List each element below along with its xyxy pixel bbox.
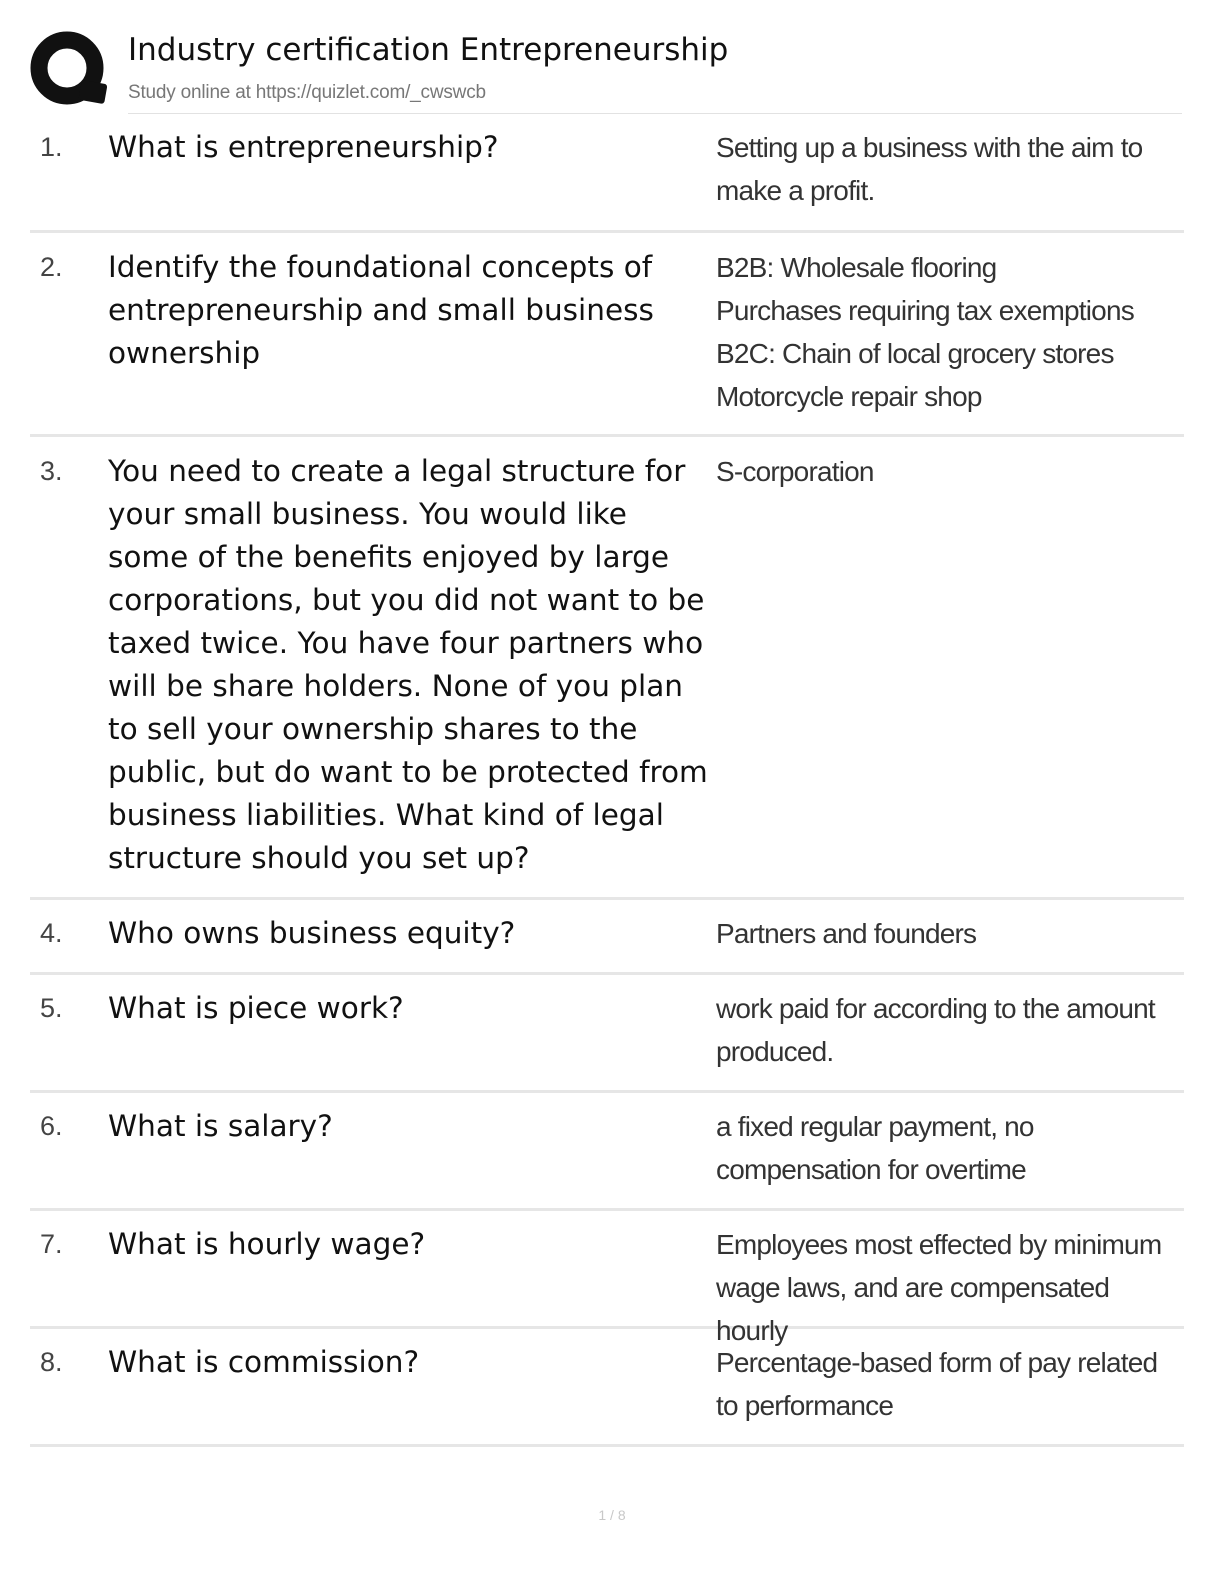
flashcard-list [30,114,1184,1447]
card-definition: work paid for according to the amount produced. [716,993,1155,1067]
card-term: What is entrepreneurship? [108,130,499,164]
flashcard-row [30,114,1184,233]
definition-line: Motorcycle repair shop [716,381,982,412]
page-number: 1 / 8 [598,1507,626,1523]
flashcard-row [30,975,1184,1093]
definition-line: Purchases requiring tax exemptions [716,295,1134,326]
card-term: Identify the foundational concepts of entrepreneurship and small business ownership [108,250,654,370]
card-number: 6. [40,1111,63,1141]
definition-line: B2C: Chain of local grocery stores [716,338,1114,369]
study-online-link[interactable]: Study online at https://quizlet.com/_cwswcb [128,82,486,103]
card-number: 3. [40,456,63,486]
card-definition: Employees most effected by minimum wage laws, and are compensated hourly [716,1229,1162,1346]
flashcard-row [30,1329,1184,1447]
card-number: 8. [40,1347,63,1377]
flashcard-row [30,1211,1184,1346]
card-definition: a fixed regular payment, no compensation for overtime [716,1111,1034,1185]
card-term: Who owns business equity? [108,916,516,950]
card-definition: S-corporation [716,456,874,487]
flashcard-row [30,900,1184,975]
card-number: 5. [40,993,63,1023]
card-definition: Setting up a business with the aim to make a profit. [716,132,1143,206]
flashcard-row [30,233,1184,437]
card-definition: Percentage-based form of pay related to performance [716,1347,1158,1421]
card-term: What is salary? [108,1109,333,1143]
card-number: 7. [40,1229,63,1259]
definition-line: B2B: Wholesale flooring [716,252,997,283]
card-term: You need to create a legal structure for your small business. You would like some of the benefits enjoyed by large corporations, but you did not want to be taxed twice. You have four partners who will be share holders. None of you plan to sell your ownership shares to the public, but do want to be protected from business liabilities. What kind of legal structure should you set up? [108,454,708,875]
flashcard-row [30,437,1184,900]
card-definition [716,246,1176,418]
card-term: What is commission? [108,1345,420,1379]
document-title: Industry certification Entrepreneurship [128,32,729,68]
card-number: 1. [40,132,63,162]
card-definition: Partners and founders [716,918,977,949]
flashcard-row [30,1093,1184,1211]
card-term: What is piece work? [108,991,404,1025]
card-number: 2. [40,252,63,282]
card-number: 4. [40,918,63,948]
card-term: What is hourly wage? [108,1227,426,1261]
quizlet-logo-icon [30,30,108,108]
